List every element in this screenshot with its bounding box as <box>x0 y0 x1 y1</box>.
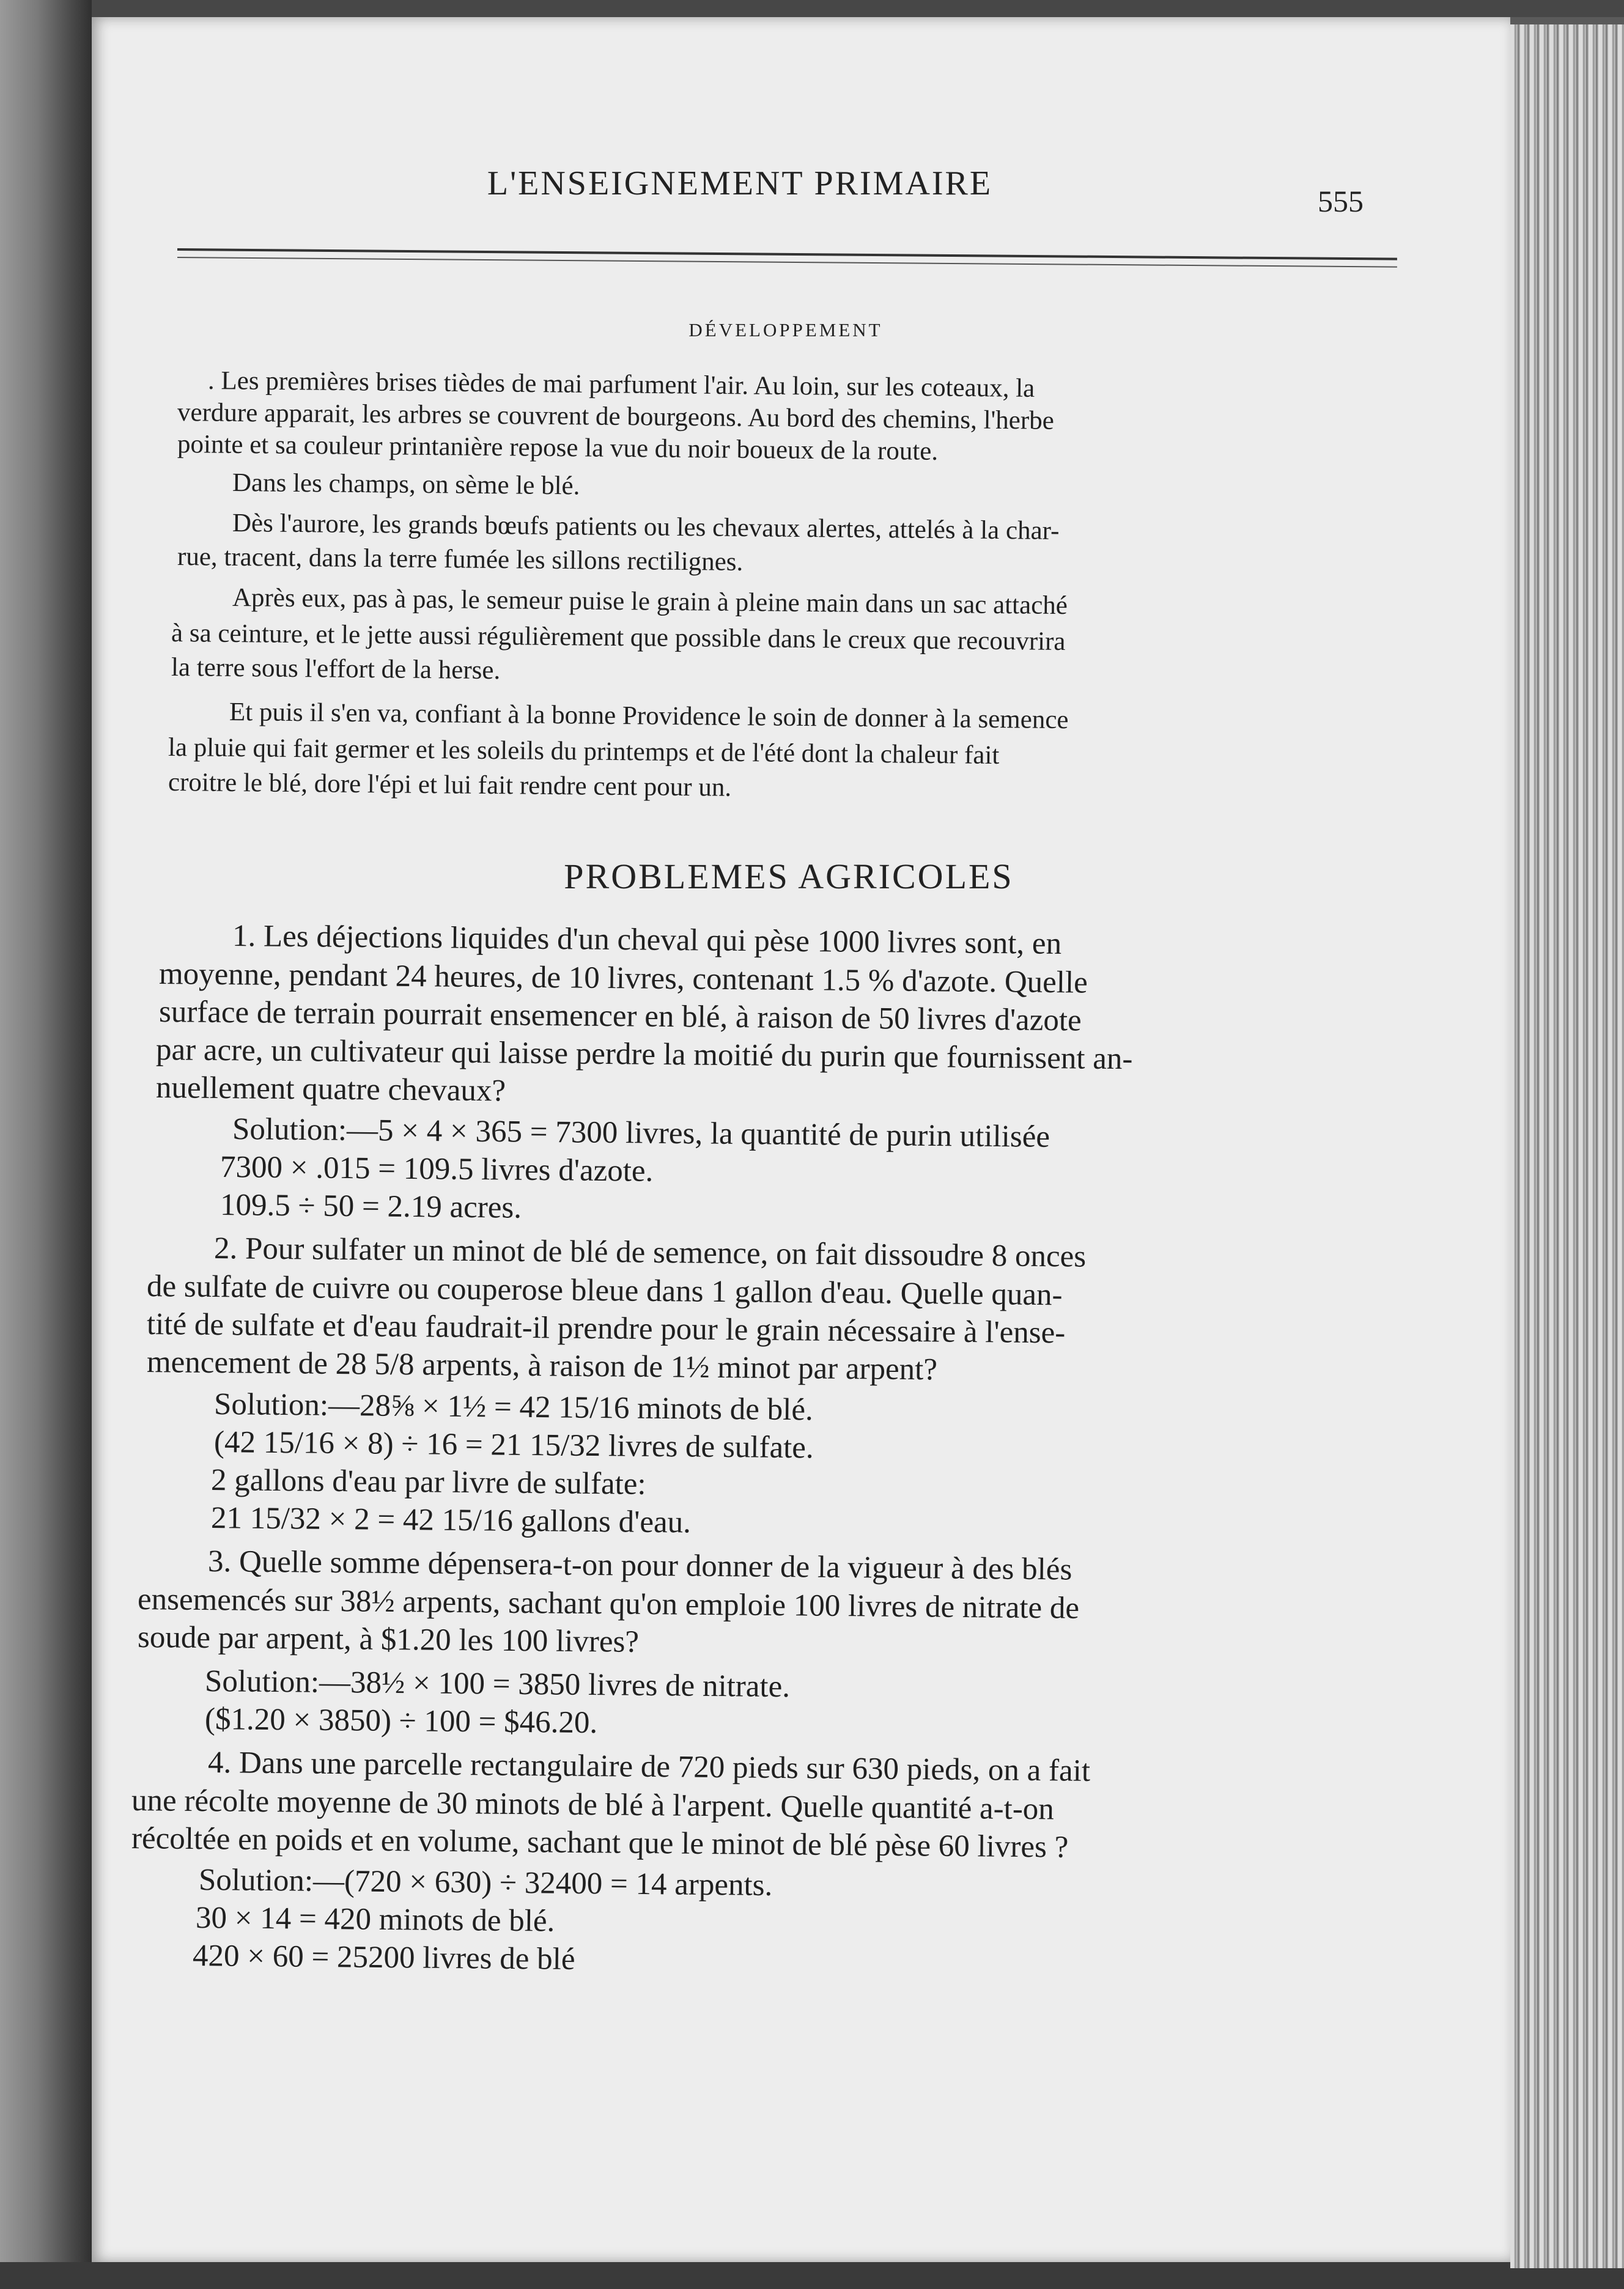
text-line: Solution:—28⅝ × 1½ = 42 15/16 minots de blé. <box>213 1387 814 1428</box>
book-page-edges <box>1510 24 1624 2268</box>
text-line: récoltée en poids et en volume, sachant que le minot de blé pèse 60 livres ? <box>131 1821 1069 1865</box>
text-line: 4. Dans une parcelle rectangulaire de 720 pieds sur 630 pieds, on a fait <box>207 1745 1091 1788</box>
text-line: (42 15/16 × 8) ÷ 16 = 21 15/32 livres de sulfate. <box>213 1425 814 1465</box>
text-line: verdure apparait, les arbres se couvrent de bourgeons. Au bord des chemins, l'herbe <box>177 398 1055 435</box>
running-head: L'ENSEIGNEMENT PRIMAIRE <box>487 164 993 202</box>
text-line: 30 × 14 = 420 minots de blé. <box>195 1901 555 1939</box>
text-line: 1. Les déjections liquides d'un cheval qui pèse 1000 livres sont, en <box>232 919 1062 962</box>
text-line: Solution:—38½ × 100 = 3850 livres de nitrate. <box>204 1664 791 1705</box>
page-number: 555 <box>1318 184 1364 218</box>
text-line: nuellement quatre chevaux? <box>155 1071 506 1108</box>
text-line: Et puis il s'en va, confiant à la bonne Providence le soin de donner à la semence <box>229 698 1069 735</box>
text-line: 21 15/32 × 2 = 42 15/16 gallons d'eau. <box>210 1501 692 1540</box>
text-line: Solution:—5 × 4 × 365 = 7300 livres, la quantité de purin utilisée <box>232 1112 1050 1154</box>
text-line: 2. Pour sulfater un minot de blé de semence, on fait dissoudre 8 onces <box>213 1231 1087 1274</box>
text-line: à sa ceinture, et le jette aussi régulièrement que possible dans le creux que recouvrira <box>171 619 1066 657</box>
text-line: une récolte moyenne de 30 minots de blé à l'arpent. Quelle quantité a-t-on <box>131 1783 1055 1827</box>
scan-border-left <box>0 0 92 2289</box>
text-line: Après eux, pas à pas, le semeur puise le grain à pleine main dans un sac attaché <box>232 583 1068 621</box>
text-line: de sulfate de cuivre ou couperose bleue dans 1 gallon d'eau. Quelle quan- <box>146 1269 1063 1313</box>
text-line: . Les premières brises tièdes de mai parfument l'air. Au loin, sur les coteaux, la <box>207 366 1035 403</box>
text-line: tité de sulfate et d'eau faudrait-il prendre pour le grain nécessaire à l'ense- <box>146 1307 1066 1351</box>
text-line: Dès l'aurore, les grands bœufs patients ou les chevaux alertes, attelés à la char- <box>232 509 1060 545</box>
text-line: surface de terrain pourrait ensemencer en blé, à raison de 50 livres d'azote <box>158 995 1082 1038</box>
text-line: par acre, un cultivateur qui laisse perdre la moitié du purin que fournissent an- <box>155 1033 1133 1077</box>
text-line: ensemencés sur 38½ arpents, sachant qu'on emploie 100 livres de nitrate de <box>137 1582 1080 1626</box>
text-line: 2 gallons d'eau par livre de sulfate: <box>210 1463 646 1502</box>
text-line: soude par arpent, à $1.20 les 100 livres? <box>137 1620 640 1659</box>
section-heading: DÉVELOPPEMENT <box>688 319 883 341</box>
text-line: la terre sous l'effort de la herse. <box>171 653 501 685</box>
text-line: 420 × 60 = 25200 livres de blé <box>192 1939 575 1977</box>
text-line: Solution:—(720 × 630) ÷ 32400 = 14 arpents. <box>198 1863 773 1903</box>
book-page <box>92 17 1510 2262</box>
text-line: 109.5 ÷ 50 = 2.19 acres. <box>220 1188 522 1225</box>
scan-border-bottom <box>0 2262 1624 2289</box>
scan-border-top <box>0 0 1624 17</box>
text-line: 7300 × .015 = 109.5 livres d'azote. <box>220 1150 654 1189</box>
text-line: pointe et sa couleur printanière repose la vue du noir boueux de la route. <box>177 430 939 466</box>
problems-heading: PROBLEMES AGRICOLES <box>564 857 1014 896</box>
text-line: Dans les champs, on sème le blé. <box>232 468 580 501</box>
text-line: moyenne, pendant 24 heures, de 10 livres, contenant 1.5 % d'azote. Quelle <box>158 957 1088 1000</box>
text-line: croitre le blé, dore l'épi et lui fait rendre cent pour un. <box>168 768 732 802</box>
text-line: mencement de 28 5/8 arpents, à raison de 1½ minot par arpent? <box>146 1345 938 1387</box>
text-line: ($1.20 × 3850) ÷ 100 = $46.20. <box>204 1702 598 1741</box>
text-line: la pluie qui fait germer et les soleils du printemps et de l'été dont la chaleur fait <box>168 733 1000 770</box>
text-line: 3. Quelle somme dépensera-t-on pour donner de la vigueur à des blés <box>207 1544 1072 1587</box>
text-line: rue, tracent, dans la terre fumée les sillons rectilignes. <box>177 542 744 577</box>
